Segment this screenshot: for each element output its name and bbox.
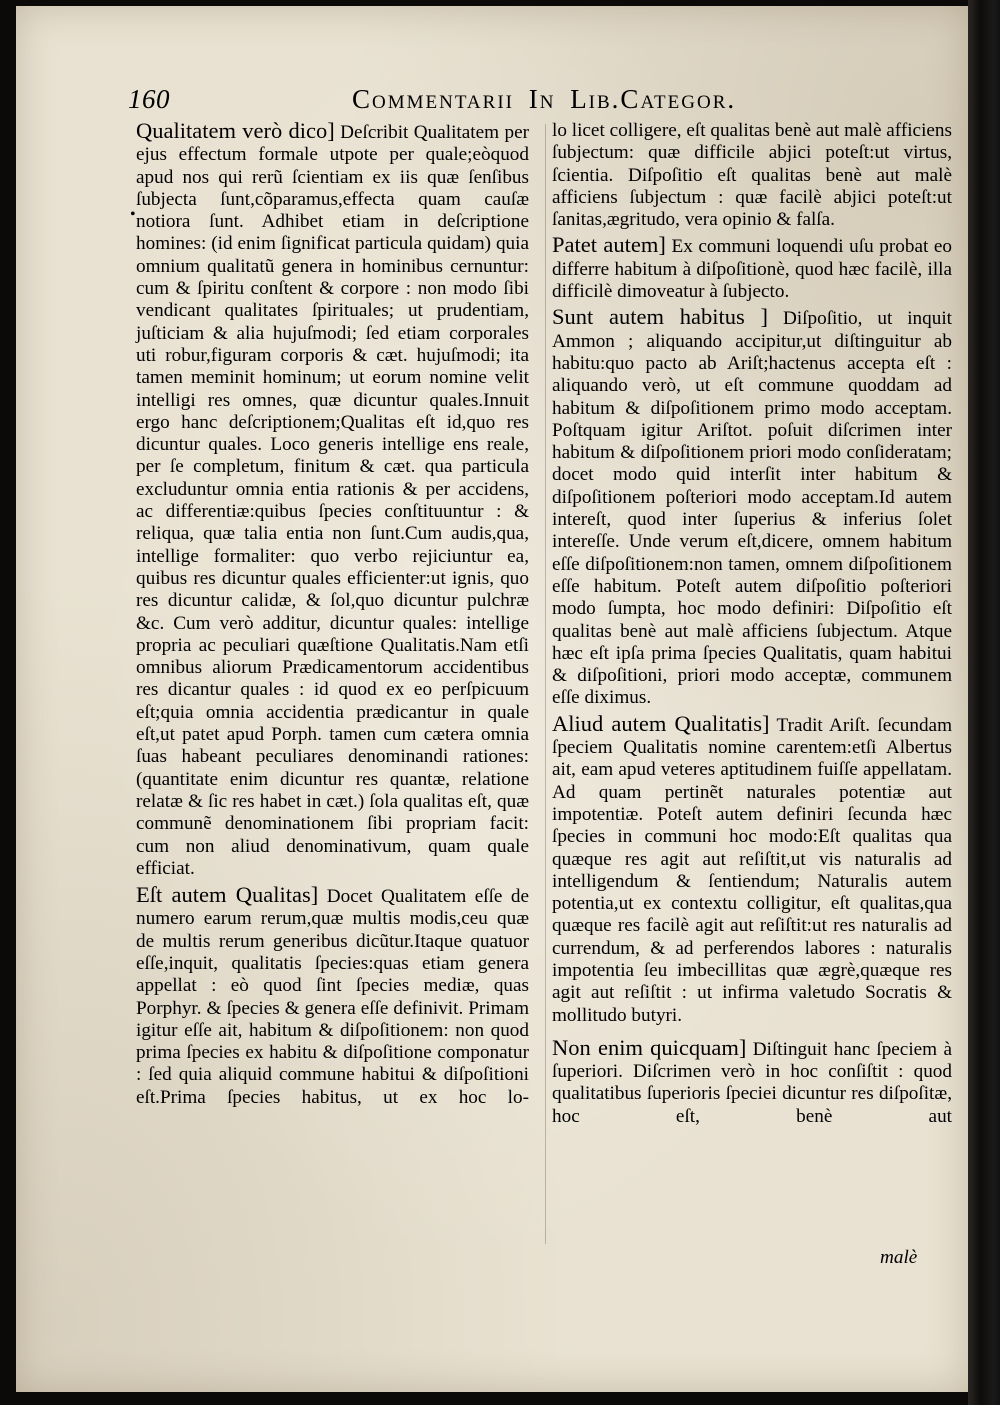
commentary-text: Tradit Ariſt. ſecundam ſpeciem Qualitatis nomine carentem:etſi Albertus ait, eam apud veteres aptitudinem fuiſſe appellatam. Ad quam pertinẽt naturales potentiæ aut impotentiæ. Poteſt autem definiri ſecunda hæc ſpecies in communi hoc modo:Eſt qualitas qua quæque res agit aut reſiſtit,ut vis naturalis ad intelligendum & ſentiendum; Naturalis autem potentia,ut ex contextu colligitur, eſt qualitas,qua quæque res facilè agit aut reſiſtit:ut res naturalis ad currendum, & ad perferendos labores : naturalis impotentia ſeu imbecillitas quæ ægrè,quæque res agit aut reſiſtit : ut infirma valetudo Socratis & mollitudo butyri. [552, 714, 952, 1026]
paragraph [552, 710, 952, 1027]
paragraph [552, 234, 952, 303]
running-title: Commentarii In Lib.Categor. [352, 84, 737, 114]
paragraph [552, 306, 952, 709]
paragraph [552, 1034, 952, 1128]
lemma: Sunt autem habitus ] [552, 304, 769, 330]
page-number: 160 [128, 84, 170, 114]
right-column [552, 120, 952, 1128]
lemma: Aliud autem Qualitatis] [552, 710, 770, 736]
paragraph [136, 884, 529, 1109]
book-binding-edge [968, 0, 1000, 1405]
running-header [128, 84, 888, 120]
column-divider [545, 124, 546, 1244]
left-column [136, 120, 529, 1109]
paragraph [136, 120, 529, 880]
commentary-text: Diſpoſitio, ut inquit Ammon ; aliquando accipitur,ut diſtinguitur ab habitu:quo pacto ab Ariſt;hactenus accepta eſt : aliquando verò, ut eſt commune quoddam ad habitum & diſpoſitionem primo modo acceptam. Poſtquam igitur Ariſtot. poſuit diſcrimen inter habitum & diſpoſitionem priori modo conſideratam; docet modo quid interſit inter habitum & diſpoſitionem poſteriori modo acceptam.Id autem intereſt, quod inter ſuperius & inferius ſolet intereſſe. Unde verum eſt,dicere, omnem habitum eſſe diſpoſitionem:non tamen, omnem diſpoſitionem eſſe habitum. Poteſt autem diſpoſitio poſteriori modo ſumpta, hoc modo definiri: Diſpoſitio eſt qualitas benè aut malè afficiens ſubjectum. Atque hæc eſt ipſa prima ſpecies Qualitatis, quam habitui & diſpoſitioni, priori modo acceptæ, communem eſſe diximus. [552, 308, 953, 709]
catchword: malè [880, 1247, 918, 1268]
lemma: Qualitatem verò dico] [136, 118, 335, 143]
commentary-text: Ex communi loquendi uſu probat eo differre habitum à diſpoſitionè, quod hæc facilè, illa difficilè dimoveatur à ſubjecto. [552, 236, 952, 303]
lemma: Eſt autem Qualitas] [136, 882, 319, 908]
commentary-text: Deſcribit Qualitatem per ejus effectum formale utpote per quale;eòquod apud nos qui rerũ ſcientiam ex iis quæ ſenſibus ſubjecta ſunt,cõparamus,effecta quam cauſæ notiora ſunt. Adhibet etiam in deſcriptione homines: (id enim ſignificat particula quidam) quia omnium qualitatũ genera in hominibus cernuntur: cum & ſpiritu conſtent & corpore : non modo ſibi vendicant qualitates ſpirituales; ut prudentiam, juſticiam & alia hujuſmodi; ſed etiam corporales uti robur,figuram corporis & cæt. hujuſmodi; ita tamen meminit hominum; ut eorum nomine velit intelligi res omnes, quæ dicuntur quales.Innuit ergo hanc deſcriptionem;Qualitas eſt id,quo res dicuntur quales. Loco generis intellige ens reale, per ſe completum, finitum & cæt. qua particula excluduntur omnia entia rationis & per accidens, ac differentiæ:quibus ſpecies conſtituuntur : & reliqua, quæ talia entia non ſunt.Cum audis,qua, intellige formaliter: quo verbo rejiciuntur ea, quibus res dicuntur quales efficienter:ut ignis, quo res dicuntur calidæ, & ſol,quo dicuntur pulchræ &c. Cum verò additur, dicuntur quales: intellige propria ac peculiari quæſtione Qualitatis.Nam etſi omnibus aliorum Prædicamentorum accidentibus res dicantur quales : id quod ex eo perſpicuum eſt;quia omnia accidentia prædicantur in quale eſt,ut patet apud Porph. tamen cum cætera omnia ſuas habeant peculiares denominandi rationes: (quantitate enim dicuntur res quantæ, relatione relatæ & ſic res habet in cæt.) ſola qualitas eſt, quæ communẽ denominationem ſibi propriam facit: cum non aliud denominativum, quam quale efficiat. [136, 122, 529, 879]
lemma: Patet autem] [552, 232, 666, 258]
margin-mark: • [130, 206, 136, 223]
lemma: Non enim quicquam] [552, 1034, 747, 1060]
commentary-text: lo licet colligere, eſt qualitas benè aut malè afficiens ſubjectum: quæ difficile abjici poteſt:ut virtus, ſcientia. Diſpoſitio eſt qualitas benè aut malè afficiens ſubjectum : quæ facilè abjici poteſt:ut ſanitas,ægritudo, vera opinio & falſa. [552, 120, 952, 231]
paragraph [552, 120, 952, 231]
commentary-text: Docet Qualitatem eſſe de numero earum rerum,quæ multis modis,ceu quæ de multis rerum generibus dicũtur.Itaque quatuor eſſe,inquit, qualitatis ſpecies:quas etiam genera appellat : eò quod ſint ſpecies mediæ, quas Porphyr. & ſpecies & genera eſſe definivit. Primam igitur eſſe ait, habitum & diſpoſitionem: non quod prima ſpecies ex habitu & diſpoſitione componatur : ſed quia aliquid commune habitui & diſpoſitioni eſt.Prima ſpecies habitus, ut ex hoc lo- [136, 886, 529, 1108]
commentary-text: Diſtinguit hanc ſpeciem à ſuperiori. Diſcrimen verò in hoc conſiſtit : quod qualitatibus ſuperioris ſpeciei dicuntur res diſpoſitæ, hoc eſt, benè aut [552, 1038, 952, 1127]
